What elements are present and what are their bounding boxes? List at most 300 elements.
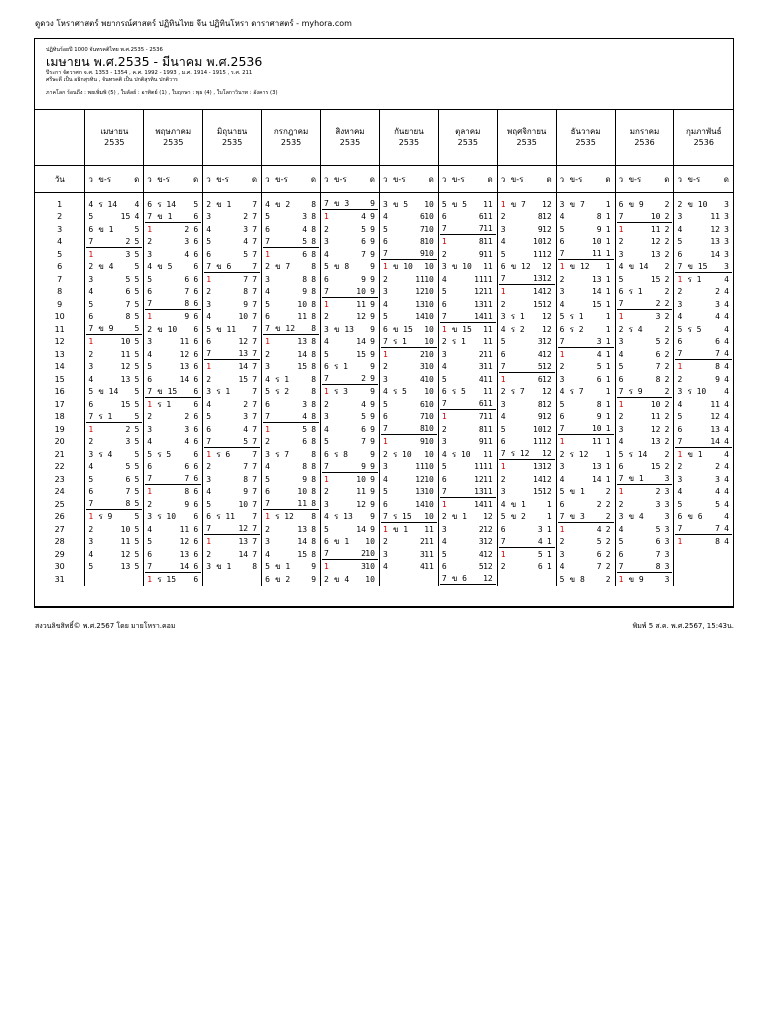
lunar-day: 3 bbox=[243, 224, 249, 234]
weekday-digit: 5 bbox=[441, 549, 447, 559]
lunar-month: 3 bbox=[664, 487, 670, 497]
lunar-month: 4 bbox=[724, 387, 729, 397]
meta-line-2: ปีระกา จัตวาศก จ.ศ. 1353 - 1354 , ค.ศ. 1992 - 1993 , ม.ศ. 1914 - 1915 , ร.ศ. 211 bbox=[46, 70, 253, 76]
weekday-digit: 3 bbox=[147, 249, 153, 259]
weekday-digit: 5 bbox=[559, 312, 565, 322]
weekday-digit: 1 bbox=[500, 287, 506, 297]
weekday-digit: 4 bbox=[559, 562, 565, 572]
lunar-day: ข 1 bbox=[687, 449, 703, 459]
lunar-month: 12 bbox=[542, 337, 552, 347]
weekday-digit: 7 bbox=[147, 299, 153, 309]
lunar-month: 7 bbox=[252, 537, 258, 547]
lunar-day: ร 1 bbox=[275, 374, 290, 384]
lunar-day: ร 11 bbox=[216, 512, 235, 522]
lunar-day: 5 bbox=[243, 249, 249, 259]
lunar-day: 11 bbox=[179, 524, 190, 534]
calendar-cell bbox=[203, 286, 262, 299]
lunar-day: 10 bbox=[297, 299, 308, 309]
lunar-day: 3 bbox=[361, 562, 366, 572]
calendar-cell bbox=[321, 286, 380, 299]
weekday-digit: 5 bbox=[500, 512, 506, 522]
lunar-month: 2 bbox=[664, 237, 670, 247]
weekday-digit: 4 bbox=[206, 224, 212, 234]
calendar-cell bbox=[438, 198, 497, 211]
month-year: 2535 bbox=[516, 138, 537, 147]
lunar-month: 8 bbox=[311, 274, 317, 284]
calendar-cell bbox=[497, 248, 556, 261]
calendar-cell bbox=[615, 398, 674, 411]
column-label: ข-ร bbox=[392, 174, 406, 184]
calendar-cell bbox=[203, 373, 262, 386]
table-row bbox=[35, 523, 733, 536]
day-number: 24 bbox=[54, 487, 65, 497]
weekday-digit: 4 bbox=[88, 462, 94, 472]
lunar-month: 9 bbox=[311, 574, 317, 584]
lunar-month: 11 bbox=[424, 562, 434, 572]
lunar-month: 4 bbox=[724, 512, 729, 522]
lunar-month: 8 bbox=[311, 349, 317, 359]
lunar-day: 5 bbox=[596, 537, 602, 547]
lunar-month: 3 bbox=[664, 574, 670, 584]
calendar-cell bbox=[556, 511, 615, 524]
lunar-month: 8 bbox=[311, 212, 317, 222]
weekday-digit: 2 bbox=[618, 324, 624, 334]
lunar-month: 7 bbox=[252, 399, 258, 409]
weekday-digit: 7 bbox=[677, 436, 683, 446]
lunar-day: 10 bbox=[356, 286, 366, 296]
month-header bbox=[203, 109, 262, 166]
weekday-digit: 3 bbox=[88, 362, 94, 372]
lunar-day: ข 9 bbox=[628, 574, 644, 584]
weekday-digit: 2 bbox=[500, 212, 506, 222]
weekday-digit: 1 bbox=[324, 474, 329, 484]
lunar-month: 11 bbox=[483, 362, 493, 372]
lunar-month: 2 bbox=[664, 299, 670, 309]
month-year: 2535 bbox=[398, 138, 420, 147]
weekday-digit: 6 bbox=[677, 512, 683, 522]
lunar-day: 7 bbox=[420, 412, 425, 422]
lunar-day: ร 1 bbox=[451, 337, 466, 347]
lunar-day: 11 bbox=[356, 299, 366, 309]
weekday-digit: 7 bbox=[324, 461, 329, 471]
weekday-digit: 7 bbox=[324, 374, 329, 384]
lunar-day: 6 bbox=[125, 474, 131, 484]
lunar-day: 12 bbox=[415, 287, 425, 297]
calendar-cell bbox=[203, 436, 262, 449]
lunar-month: 5 bbox=[134, 499, 140, 509]
weekday-digit: 3 bbox=[206, 387, 212, 397]
lunar-day: 8 bbox=[655, 561, 661, 571]
column-label: ข-ร bbox=[98, 174, 112, 184]
lunar-day: ร 14 bbox=[628, 449, 648, 459]
lunar-day: 7 bbox=[596, 562, 602, 572]
calendar-cell bbox=[85, 223, 144, 236]
calendar-cell bbox=[379, 448, 438, 461]
lunar-month: 3 bbox=[724, 224, 729, 234]
lunar-day: 12 bbox=[650, 237, 661, 247]
weekday-digit: 5 bbox=[618, 362, 624, 372]
calendar-cell bbox=[85, 411, 144, 424]
month-name: กรกฎาคม bbox=[273, 127, 309, 136]
weekday-digit: 3 bbox=[677, 212, 683, 222]
lunar-month: 2 bbox=[605, 499, 611, 509]
weekday-digit: 1 bbox=[677, 537, 683, 547]
month-year: 2535 bbox=[457, 138, 478, 147]
day-number: 10 bbox=[54, 312, 65, 322]
calendar-cell bbox=[203, 248, 262, 261]
calendar-cell bbox=[262, 211, 321, 224]
table-row bbox=[35, 273, 733, 286]
column-label: ว bbox=[88, 174, 93, 184]
weekday-digit: 1 bbox=[147, 399, 153, 409]
weekday-digit: 4 bbox=[206, 487, 212, 497]
weekday-digit: 4 bbox=[559, 299, 565, 309]
calendar-cell bbox=[144, 548, 203, 561]
weekday-digit: 7 bbox=[88, 499, 94, 509]
lunar-month: 5 bbox=[134, 374, 140, 384]
calendar-cell bbox=[674, 561, 733, 574]
day-number: 1 bbox=[57, 199, 63, 209]
lunar-month: 8 bbox=[311, 324, 317, 334]
column-label: ว bbox=[677, 174, 682, 184]
calendar-cell bbox=[85, 198, 144, 211]
lunar-day: 11 bbox=[415, 274, 425, 284]
lunar-month: 8 bbox=[311, 549, 317, 559]
lunar-month: 7 bbox=[252, 387, 258, 397]
calendar-cell bbox=[321, 548, 380, 561]
lunar-day: 8 bbox=[420, 424, 425, 434]
weekday-digit: 4 bbox=[147, 349, 153, 359]
column-label: ด bbox=[723, 174, 729, 184]
weekday-digit: 3 bbox=[324, 324, 329, 334]
calendar-cell bbox=[203, 236, 262, 249]
lunar-month: 8 bbox=[311, 224, 317, 234]
calendar-cell bbox=[144, 386, 203, 399]
calendar-cell bbox=[615, 211, 674, 224]
lunar-month: 11 bbox=[483, 287, 493, 297]
weekday-digit: 6 bbox=[147, 549, 153, 559]
weekday-digit: 3 bbox=[441, 262, 447, 272]
column-labels bbox=[85, 166, 144, 193]
lunar-day: ร 1 bbox=[157, 399, 172, 409]
lunar-month: 8 bbox=[311, 374, 317, 384]
lunar-month: 8 bbox=[311, 299, 317, 309]
lunar-month: 10 bbox=[424, 237, 434, 247]
weekday-digit: 1 bbox=[324, 299, 329, 309]
weekday-digit: 1 bbox=[559, 262, 565, 272]
weekday-digit: 3 bbox=[559, 199, 565, 209]
lunar-day: 6 bbox=[361, 237, 366, 247]
weekday-digit: 6 bbox=[559, 412, 565, 422]
table-row bbox=[35, 436, 733, 449]
lunar-month: 2 bbox=[664, 449, 670, 459]
weekday-digit: 4 bbox=[618, 524, 624, 534]
table-row bbox=[35, 473, 733, 486]
weekday-digit: 2 bbox=[441, 512, 447, 522]
column-label: ข-ร bbox=[687, 174, 701, 184]
lunar-day: ร 5 bbox=[451, 387, 466, 397]
calendar-cell bbox=[497, 536, 556, 549]
lunar-month: 5 bbox=[134, 249, 140, 259]
lunar-month: 2 bbox=[664, 424, 670, 434]
lunar-day: 9 bbox=[184, 312, 190, 322]
lunar-day: 13 bbox=[120, 374, 131, 384]
lunar-day: ข 14 bbox=[628, 262, 649, 272]
weekday-digit: 3 bbox=[500, 224, 506, 234]
lunar-day: 3 bbox=[715, 474, 720, 484]
weekday-digit: 5 bbox=[382, 399, 388, 409]
day-number: 26 bbox=[54, 512, 65, 522]
lunar-month: 3 bbox=[664, 524, 670, 534]
calendar-cell bbox=[438, 336, 497, 349]
weekday-digit: 4 bbox=[324, 424, 329, 434]
lunar-day: 5 bbox=[125, 462, 131, 472]
lunar-month: 6 bbox=[193, 487, 199, 497]
day-number: 15 bbox=[54, 374, 65, 384]
weekday-digit: 2 bbox=[88, 262, 94, 272]
lunar-month: 3 bbox=[664, 549, 670, 559]
lunar-day: 9 bbox=[361, 461, 366, 471]
lunar-month: 11 bbox=[483, 262, 493, 272]
weekday-digit: 3 bbox=[500, 312, 506, 322]
lunar-day: ร 1 bbox=[98, 411, 113, 421]
calendar-cell bbox=[379, 311, 438, 324]
weekday-digit: 4 bbox=[441, 449, 447, 459]
lunar-day: 6 bbox=[184, 274, 190, 284]
month-name: พฤษภาคม bbox=[155, 127, 192, 136]
lunar-month: 8 bbox=[311, 524, 317, 534]
lunar-month: 9 bbox=[370, 312, 375, 322]
lunar-month: 9 bbox=[370, 374, 375, 384]
weekday-digit: 3 bbox=[441, 524, 447, 534]
lunar-day: 13 bbox=[533, 274, 543, 284]
lunar-day: 15 bbox=[120, 212, 131, 222]
lunar-month: 2 bbox=[664, 211, 670, 221]
lunar-day: 4 bbox=[420, 562, 425, 572]
weekday-digit: 4 bbox=[677, 312, 683, 322]
lunar-day: 13 bbox=[415, 487, 425, 497]
column-label: ว bbox=[500, 174, 506, 184]
lunar-day: 13 bbox=[474, 486, 484, 496]
weekday-digit: 6 bbox=[500, 524, 506, 534]
lunar-day: 9 bbox=[243, 487, 249, 497]
lunar-day: 13 bbox=[474, 299, 484, 309]
weekday-digit: 7 bbox=[559, 249, 565, 259]
lunar-day: ข 1 bbox=[510, 499, 526, 509]
weekday-digit: 1 bbox=[500, 462, 506, 472]
weekday-digit: 2 bbox=[265, 349, 270, 359]
weekday-digit: 4 bbox=[265, 374, 270, 384]
weekday-digit: 1 bbox=[206, 537, 212, 547]
weekday-digit: 2 bbox=[677, 287, 683, 297]
calendar-cell bbox=[556, 348, 615, 361]
lunar-month: 10 bbox=[424, 224, 434, 234]
weekday-digit: 2 bbox=[382, 274, 388, 284]
weekday-digit: 7 bbox=[147, 561, 153, 571]
weekday-digit: 3 bbox=[265, 362, 270, 372]
lunar-month: 6 bbox=[193, 374, 199, 384]
weekday-digit: 2 bbox=[382, 449, 388, 459]
calendar-cell bbox=[203, 473, 262, 486]
weekday-digit: 4 bbox=[382, 299, 388, 309]
lunar-month: 12 bbox=[483, 574, 493, 584]
lunar-month: 10 bbox=[424, 262, 434, 272]
calendar-cell bbox=[438, 373, 497, 386]
weekday-digit: 5 bbox=[677, 237, 683, 247]
calendar-cell bbox=[262, 336, 321, 349]
weekday-digit: 4 bbox=[500, 412, 506, 422]
calendar-cell bbox=[262, 248, 321, 261]
weekday-digit: 4 bbox=[324, 337, 329, 347]
weekday-digit: 1 bbox=[147, 574, 153, 584]
calendar-cell bbox=[203, 323, 262, 336]
lunar-month: 12 bbox=[542, 474, 552, 484]
lunar-month: 7 bbox=[252, 224, 258, 234]
lunar-day: 12 bbox=[415, 474, 425, 484]
weekday-digit: 5 bbox=[677, 412, 683, 422]
weekday-digit: 1 bbox=[147, 487, 153, 497]
lunar-day: ข 6 bbox=[687, 512, 703, 522]
lunar-day: 8 bbox=[596, 212, 602, 222]
calendar-cell bbox=[438, 261, 497, 274]
lunar-month: 11 bbox=[483, 337, 493, 347]
lunar-month: 4 bbox=[724, 299, 729, 309]
weekday-digit: 4 bbox=[677, 487, 683, 497]
weekday-digit: 7 bbox=[147, 211, 153, 221]
calendar-cell bbox=[262, 323, 321, 336]
day-number: 8 bbox=[57, 287, 63, 297]
lunar-day: 14 bbox=[591, 287, 602, 297]
weekday-digit: 2 bbox=[441, 249, 447, 259]
lunar-day: 6 bbox=[302, 249, 308, 259]
weekday-digit: 7 bbox=[441, 399, 447, 409]
weekday-digit: 2 bbox=[324, 312, 329, 322]
calendar-cell bbox=[262, 473, 321, 486]
lunar-month: 8 bbox=[311, 387, 317, 397]
lunar-month: 5 bbox=[134, 236, 140, 246]
lunar-day: 4 bbox=[478, 374, 484, 384]
lunar-day: 9 bbox=[537, 412, 543, 422]
lunar-day: ร 14 bbox=[98, 199, 118, 209]
calendar-cell bbox=[144, 211, 203, 224]
calendar-cell bbox=[203, 361, 262, 374]
calendar-cell bbox=[556, 361, 615, 374]
lunar-month: 7 bbox=[252, 261, 258, 271]
calendar-cell bbox=[144, 286, 203, 299]
calendar-cell bbox=[615, 548, 674, 561]
lunar-month: 7 bbox=[252, 199, 258, 209]
lunar-day: 6 bbox=[478, 399, 484, 409]
lunar-month: 9 bbox=[370, 487, 375, 497]
lunar-month: 11 bbox=[483, 387, 493, 397]
lunar-month: 6 bbox=[193, 424, 199, 434]
day-number: 9 bbox=[57, 299, 63, 309]
lunar-month: 12 bbox=[542, 212, 552, 222]
weekday-digit: 5 bbox=[147, 274, 153, 284]
lunar-day: 5 bbox=[361, 224, 366, 234]
calendar-cell bbox=[438, 348, 497, 361]
calendar-cell bbox=[262, 461, 321, 474]
lunar-day: 14 bbox=[710, 249, 720, 259]
calendar-cell bbox=[262, 273, 321, 286]
column-labels bbox=[144, 166, 203, 193]
lunar-month: 11 bbox=[483, 424, 493, 434]
lunar-day: 3 bbox=[715, 299, 720, 309]
calendar-cell bbox=[203, 223, 262, 236]
weekday-digit: 1 bbox=[324, 387, 329, 397]
weekday-digit: 1 bbox=[500, 549, 506, 559]
calendar-cell bbox=[615, 523, 674, 536]
lunar-day: 9 bbox=[478, 249, 484, 259]
day-number: 3 bbox=[57, 224, 63, 234]
weekday-digit: 5 bbox=[265, 299, 270, 309]
calendar-cell bbox=[321, 423, 380, 436]
weekday-digit: 5 bbox=[324, 524, 329, 534]
weekday-digit: 1 bbox=[559, 437, 565, 447]
lunar-day: 7 bbox=[655, 549, 661, 559]
lunar-month: 4 bbox=[724, 374, 729, 384]
month-year: 2535 bbox=[221, 138, 243, 147]
lunar-day: ร 10 bbox=[451, 449, 471, 459]
weekday-digit: 5 bbox=[559, 224, 565, 234]
lunar-day: ร 2 bbox=[275, 387, 290, 397]
weekday-digit: 7 bbox=[265, 411, 270, 421]
weekday-digit: 5 bbox=[618, 449, 624, 459]
weekday-digit: 5 bbox=[441, 462, 447, 472]
calendar-cell bbox=[85, 523, 144, 536]
lunar-day: ร 3 bbox=[334, 387, 348, 397]
lunar-month: 5 bbox=[134, 287, 140, 297]
weekday-digit: 3 bbox=[324, 237, 329, 247]
column-labels bbox=[615, 166, 674, 193]
lunar-day: 10 bbox=[591, 424, 602, 434]
lunar-day: 14 bbox=[474, 499, 484, 509]
calendar-cell bbox=[674, 323, 733, 336]
lunar-day: 13 bbox=[179, 549, 190, 559]
lunar-month: 11 bbox=[483, 324, 493, 334]
lunar-day: 13 bbox=[297, 524, 308, 534]
weekday-digit: 6 bbox=[441, 474, 447, 484]
lunar-day: ข 11 bbox=[216, 324, 237, 334]
lunar-day: 13 bbox=[533, 462, 543, 472]
lunar-month: 10 bbox=[424, 212, 434, 222]
weekday-digit: 3 bbox=[382, 199, 388, 209]
lunar-day: 13 bbox=[297, 337, 308, 347]
calendar-cell bbox=[556, 323, 615, 336]
lunar-day: 14 bbox=[533, 287, 543, 297]
calendar-cell bbox=[379, 298, 438, 311]
lunar-day: 10 bbox=[120, 337, 131, 347]
lunar-month: 6 bbox=[193, 386, 199, 396]
table-row bbox=[35, 386, 733, 399]
lunar-day: ร 15 bbox=[157, 574, 177, 584]
calendar-cell bbox=[203, 548, 262, 561]
lunar-month: 2 bbox=[605, 574, 611, 584]
weekday-digit: 6 bbox=[441, 387, 447, 397]
weekday-digit: 4 bbox=[324, 249, 329, 259]
table-row bbox=[35, 211, 733, 224]
calendar-cell bbox=[321, 536, 380, 549]
calendar-cell bbox=[379, 223, 438, 236]
lunar-day: 4 bbox=[715, 312, 720, 322]
calendar-cell bbox=[144, 461, 203, 474]
weekday-digit: 3 bbox=[382, 549, 388, 559]
weekday-digit: 4 bbox=[559, 387, 565, 397]
lunar-month: 9 bbox=[370, 212, 375, 222]
calendar-cell bbox=[144, 361, 203, 374]
lunar-month: 12 bbox=[542, 249, 552, 259]
calendar-cell bbox=[85, 386, 144, 399]
